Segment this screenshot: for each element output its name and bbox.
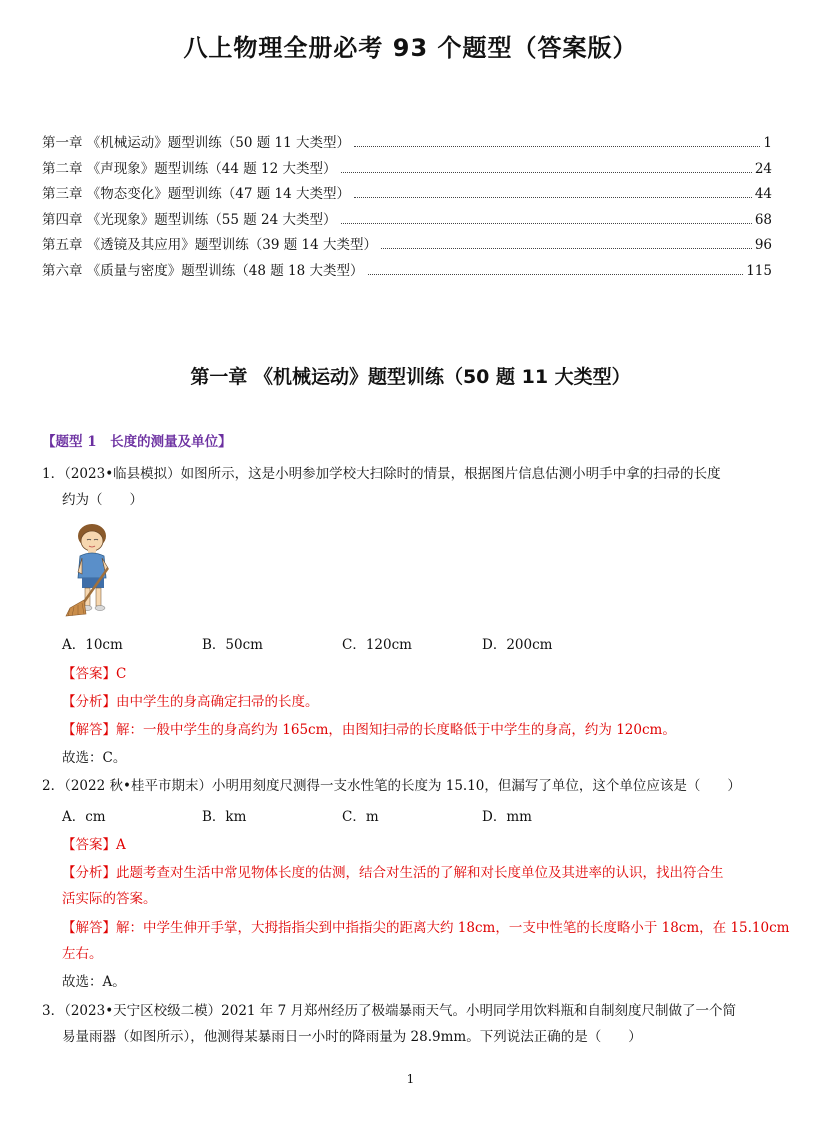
toc-row-2[interactable]	[42, 157, 772, 183]
toc-page: 115	[746, 262, 772, 279]
solution-text-cont: 左右。	[62, 946, 103, 962]
toc-label: 第二章 《声现象》题型训练（44 题 12 大类型）	[42, 160, 337, 177]
question-2-stem: 2．（2022 秋•桂平市期末）小明用刻度尺测得一支水性笔的长度为 15.10，但漏写了单位，这个单位应该是（ ）	[42, 778, 741, 794]
question-3-stem	[42, 998, 777, 1050]
toc-page: 24	[754, 160, 772, 177]
chapter-heading: 第一章 《机械运动》题型训练（50 题 11 大类型）	[190, 366, 631, 388]
solution-text: 【解答】解：中学生伸开手掌，大拇指指尖到中指指尖的距离大约 18cm，一支中性笔的长度略小于 18cm，在 15.10cm	[62, 920, 790, 936]
option-c[interactable]: C．m	[342, 809, 379, 825]
toc-page: 1	[763, 135, 772, 151]
question-1-stem	[42, 461, 777, 513]
toc-row-6[interactable]	[42, 259, 772, 285]
analysis-text: 【分析】由中学生的身高确定扫帚的长度。	[62, 694, 319, 710]
toc-label: 第五章 《透镜及其应用》题型训练（39 题 14 大类型）	[42, 237, 378, 253]
answer-label: 【答案】A	[62, 837, 126, 853]
option-d[interactable]: D．mm	[482, 809, 532, 825]
toc-leader	[341, 223, 752, 224]
question-3-line2: 易量雨器（如图所示），他测得某暴雨日一小时的降雨量为 28.9mm。下列说法正确的是（ ）	[62, 1029, 642, 1045]
toc-label: 第三章 《物态变化》题型训练（47 题 14 大类型）	[42, 186, 351, 202]
option-b[interactable]: B．km	[202, 809, 247, 825]
toc-row-5[interactable]	[42, 233, 772, 259]
analysis-text: 【分析】此题考查对生活中常见物体长度的估测，结合对生活的了解和对长度单位及其进率的认识，找出符合生	[62, 865, 724, 881]
question-1-line2: 约为（ ）	[62, 492, 143, 508]
option-c[interactable]: C．120cm	[342, 637, 412, 653]
question-3-line1: 3．（2023•天宁区校级二模）2021 年 7 月郑州经历了极端暴雨天气。小明同学用饮料瓶和自制刻度尺制做了一个简	[42, 1003, 736, 1019]
document-title: 八上物理全册必考 93 个题型（答案版）	[183, 34, 638, 62]
toc-page: 96	[754, 237, 772, 253]
toc-leader	[354, 146, 760, 147]
toc-label: 第一章 《机械运动》题型训练（50 题 11 大类型）	[42, 135, 351, 151]
solution-text: 【解答】解：一般中学生的身高约为 165cm，由图知扫帚的长度略低于中学生的身高，约为 120cm。	[62, 722, 676, 738]
analysis-text-cont: 活实际的答案。	[62, 891, 157, 907]
option-a[interactable]: A．10cm	[62, 637, 123, 653]
table-of-contents	[42, 131, 772, 284]
option-d[interactable]: D．200cm	[482, 637, 553, 653]
choice-text: 故选：A。	[62, 974, 126, 990]
option-a[interactable]: A．cm	[62, 809, 106, 825]
toc-leader	[354, 197, 752, 198]
toc-row-4[interactable]	[42, 208, 772, 234]
toc-row-1[interactable]	[42, 131, 772, 157]
toc-label: 第六章 《质量与密度》题型训练（48 题 18 大类型）	[42, 262, 364, 279]
option-b[interactable]: B．50cm	[202, 637, 263, 653]
question-type-heading: 【题型 1 长度的测量及单位】	[42, 434, 232, 450]
answer-label: 【答案】C	[62, 666, 127, 682]
question-1-line1: 1．（2023•临县模拟）如图所示，这是小明参加学校大扫除时的情景，根据图片信息估测小明手中拿的扫帚的长度	[42, 466, 721, 482]
boy-sweeping-figure	[62, 522, 128, 618]
toc-row-3[interactable]	[42, 182, 772, 208]
toc-label: 第四章 《光现象》题型训练（55 题 24 大类型）	[42, 211, 337, 228]
page-number: 1	[406, 1072, 415, 1086]
toc-leader	[381, 248, 752, 249]
toc-leader	[368, 274, 744, 275]
question-1-options	[62, 633, 622, 653]
toc-page: 68	[754, 211, 772, 228]
toc-leader	[341, 172, 752, 173]
choice-text: 故选：C。	[62, 750, 127, 766]
question-2-options	[62, 805, 622, 825]
toc-page: 44	[754, 186, 772, 202]
